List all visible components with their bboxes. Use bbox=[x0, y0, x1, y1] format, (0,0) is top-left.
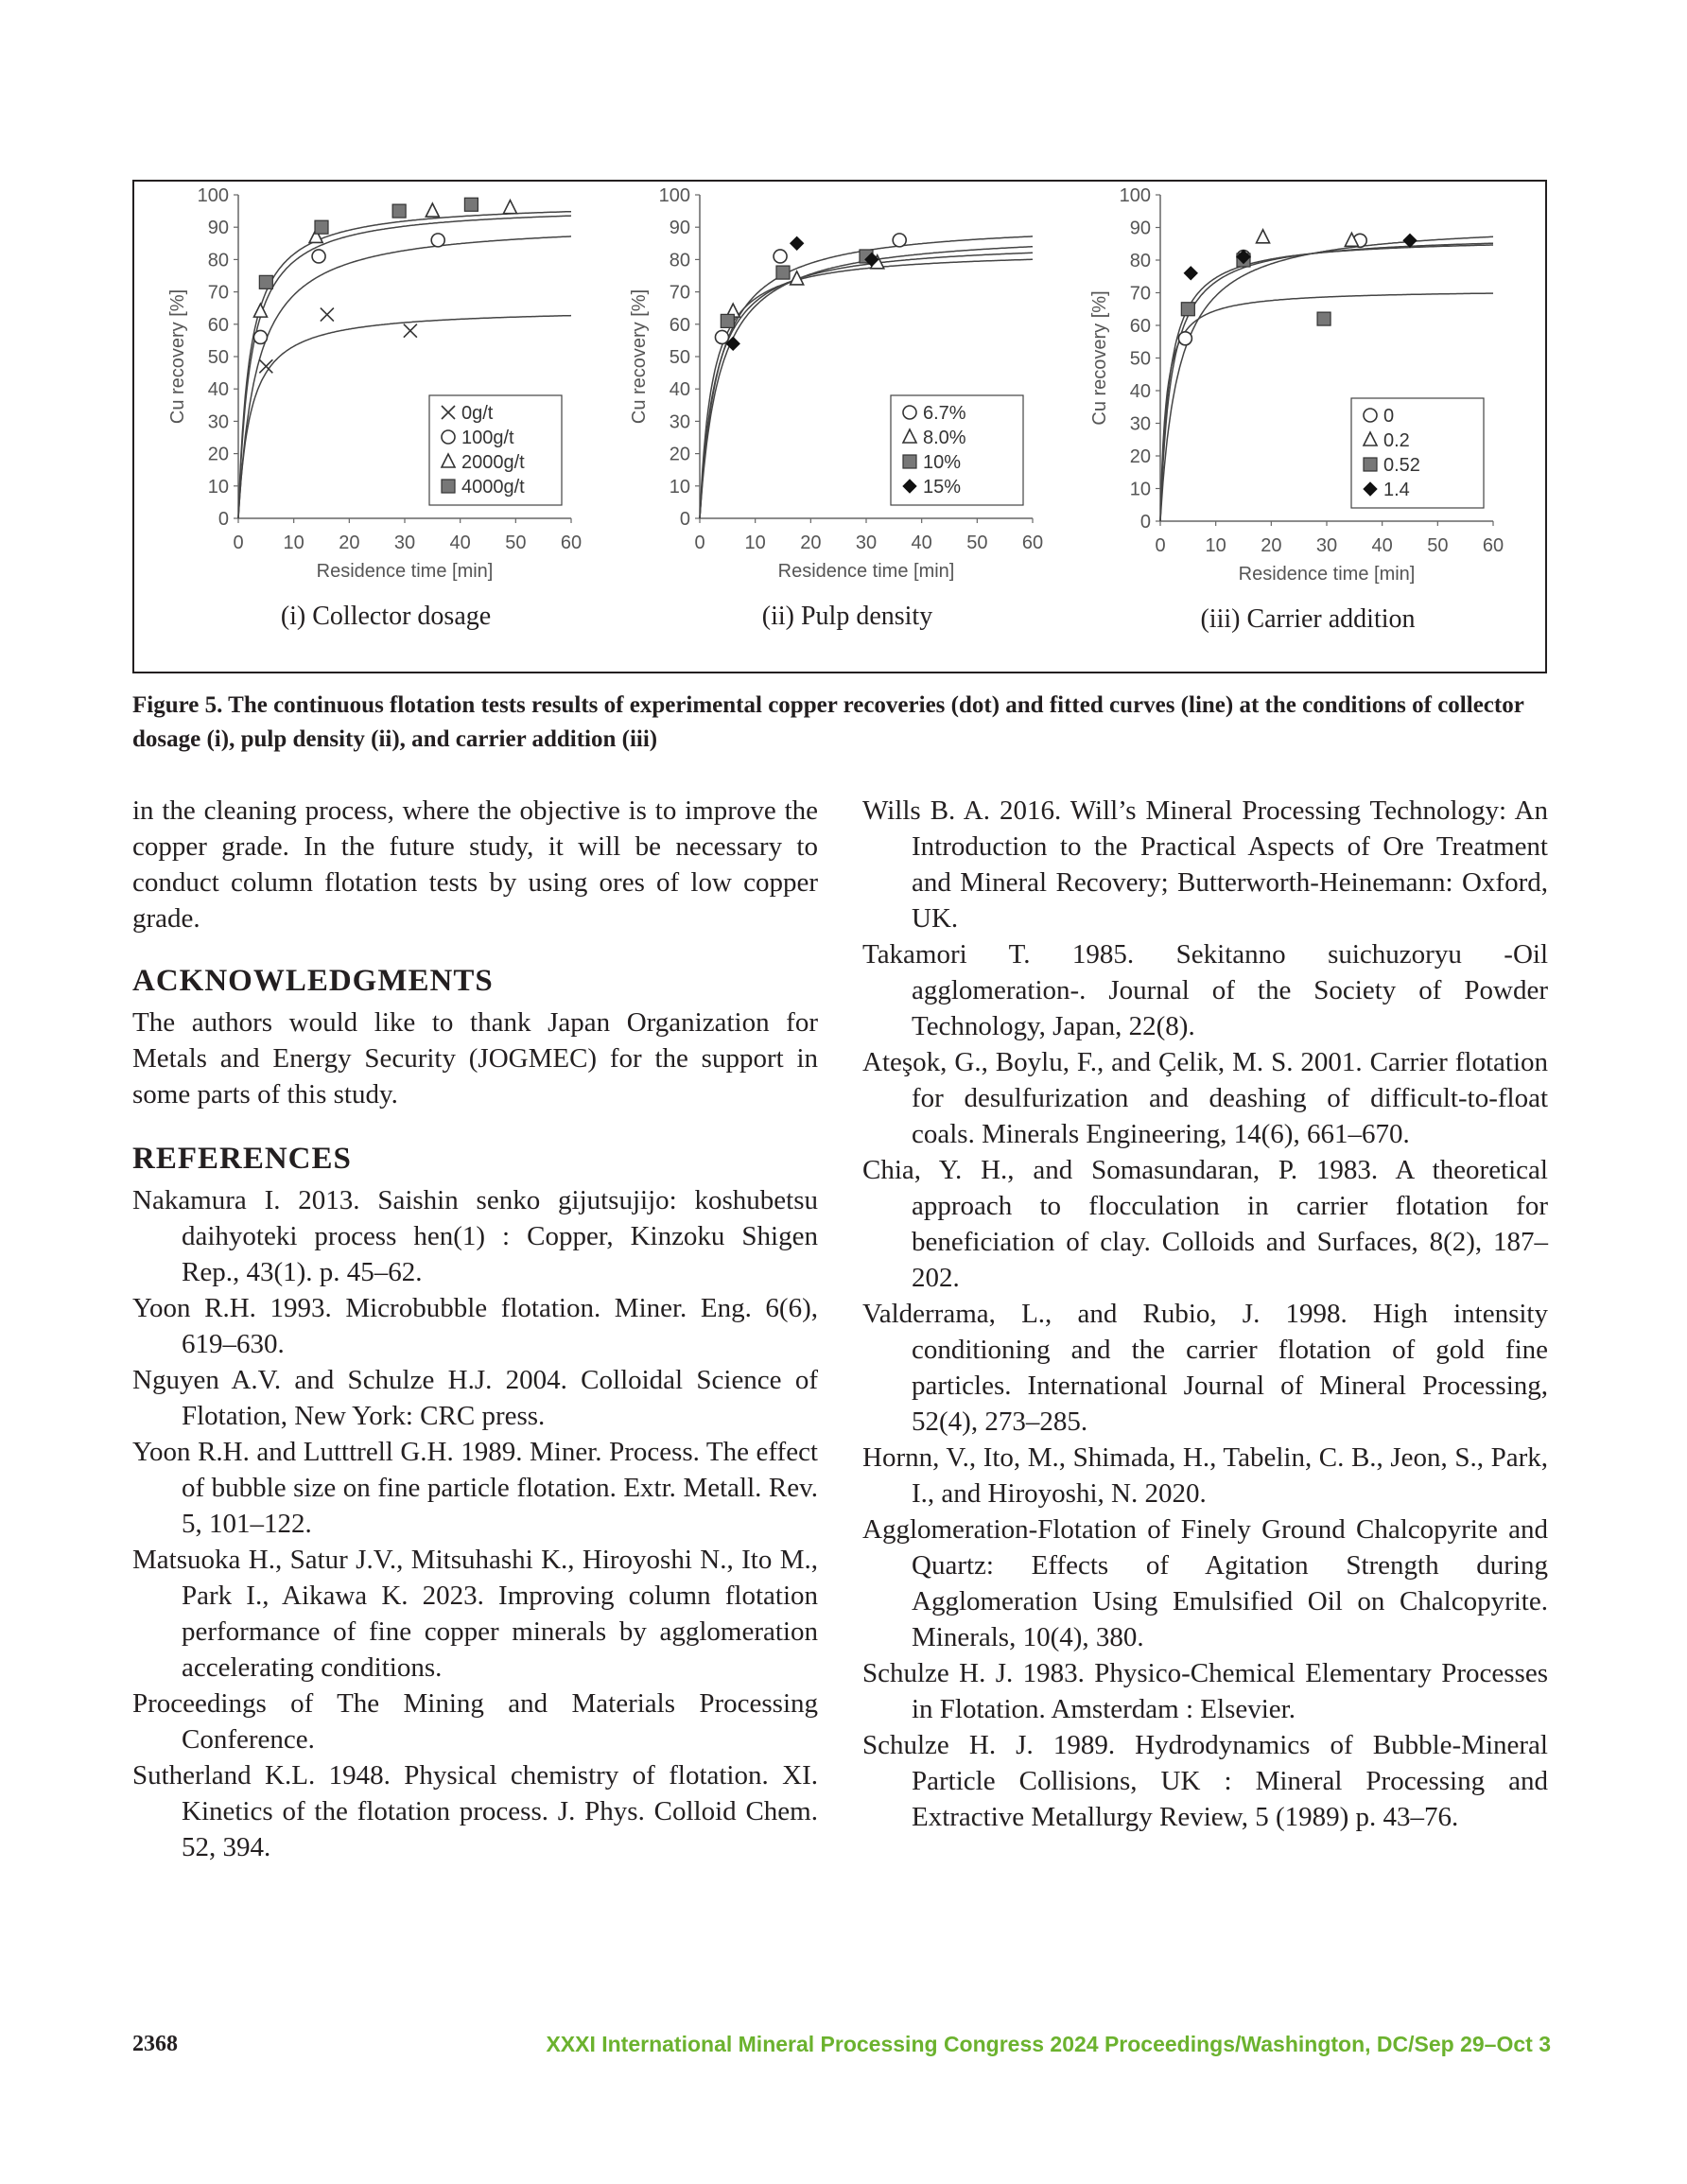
y-tick-label: 90 bbox=[1129, 218, 1151, 239]
reference-item: Wills B. A. 2016. Will’s Mineral Processing Technology: An Introduction to the Practical Aspects of Ore Treatment and Mineral Recovery; Butterworth-Heinemann: Oxford, UK. bbox=[862, 795, 1548, 934]
y-tick-label: 0 bbox=[217, 509, 229, 530]
y-axis-label: Cu recovery [%] bbox=[167, 288, 188, 425]
legend-label: 0 bbox=[1383, 406, 1395, 427]
x-tick-label: 10 bbox=[1205, 535, 1226, 556]
chart-legend bbox=[1351, 398, 1484, 508]
data-point bbox=[312, 250, 325, 263]
legend-label: 15% bbox=[923, 477, 962, 498]
reference-item: Matsuoka H., Satur J.V., Mitsuhashi K., Hiroyoshi N., Ito M., Park I., Aikawa K. 2023. Improving column flotation performance of fine copper minerals by agglomeration accelerating conditions. bbox=[132, 1545, 818, 1683]
x-axis-label: Residence time [min] bbox=[777, 561, 955, 582]
y-tick-label: 10 bbox=[1129, 479, 1151, 500]
chart-panel-3 bbox=[1089, 185, 1504, 634]
legend-label: 10% bbox=[923, 452, 962, 473]
acknowledgments-text: The authors would like to thank Japan Organization for Metals and Energy Security (JOGMEC) for the support in some parts of this study. bbox=[132, 1007, 818, 1109]
reference-item: Schulze H. J. 1983. Physico-Chemical Elementary Processes in Flotation. Amsterdam : Elsevier. bbox=[862, 1658, 1548, 1724]
data-point bbox=[392, 204, 406, 218]
x-tick-label: 30 bbox=[1315, 535, 1338, 556]
reference-item: Yoon R.H. 1993. Microbubble flotation. Miner. Eng. 6(6), 619–630. bbox=[132, 1293, 818, 1359]
reference-item: Proceedings of The Mining and Materials Processing Conference. bbox=[132, 1688, 818, 1755]
y-tick-label: 80 bbox=[669, 250, 690, 271]
y-tick-label: 0 bbox=[679, 509, 690, 530]
x-tick-label: 0 bbox=[694, 533, 705, 553]
left-reference-list bbox=[132, 1182, 818, 1865]
legend-label: 2000g/t bbox=[461, 452, 525, 473]
chart-panel-1 bbox=[167, 185, 582, 631]
figure-caption: Figure 5. The continuous flotation tests results of experimental copper recoveries (dot) and fitted curves (line) at the conditions of collector dosage (i), pulp density (ii), and carrier addition (iii) bbox=[132, 692, 1524, 752]
legend-marker bbox=[1364, 409, 1377, 422]
data-point bbox=[1403, 234, 1417, 247]
y-tick-label: 90 bbox=[207, 218, 229, 239]
y-tick-label: 70 bbox=[669, 282, 690, 304]
data-point bbox=[1257, 230, 1270, 243]
left-column bbox=[132, 793, 818, 1865]
x-tick-label: 40 bbox=[1371, 535, 1393, 556]
data-point bbox=[315, 220, 328, 234]
chart-title: (iii) Carrier addition bbox=[1200, 604, 1416, 634]
chart-legend bbox=[429, 395, 562, 505]
legend-marker bbox=[903, 455, 916, 468]
x-tick-label: 10 bbox=[283, 533, 304, 553]
x-tick-label: 30 bbox=[393, 533, 416, 553]
y-tick-label: 60 bbox=[1129, 316, 1151, 337]
right-column bbox=[862, 793, 1548, 1835]
x-tick-label: 60 bbox=[1021, 533, 1044, 553]
y-tick-label: 30 bbox=[207, 411, 229, 433]
y-tick-label: 80 bbox=[1129, 251, 1151, 271]
x-tick-label: 0 bbox=[1155, 535, 1166, 556]
y-tick-label: 70 bbox=[207, 282, 229, 304]
legend-label: 0g/t bbox=[461, 403, 494, 424]
data-point bbox=[253, 304, 267, 317]
y-tick-label: 70 bbox=[1129, 283, 1151, 305]
y-tick-label: 10 bbox=[207, 476, 229, 498]
data-point bbox=[774, 250, 787, 263]
references-heading: REFERENCES bbox=[132, 1142, 352, 1176]
chart-panel-2 bbox=[629, 185, 1043, 631]
data-point bbox=[253, 330, 267, 343]
data-point bbox=[721, 314, 734, 327]
y-tick-label: 100 bbox=[197, 185, 229, 206]
reference-item: Schulze H. J. 1989. Hydrodynamics of Bubble-Mineral Particle Collisions, UK : Mineral Processing and Extractive Metallurgy Review, 5 (1989) p. 43–76. bbox=[862, 1730, 1548, 1832]
chart-title: (ii) Pulp density bbox=[761, 602, 933, 631]
reference-item: Agglomeration-Flotation of Finely Ground Chalcopyrite and Quartz: Effects of Agitation Strength during Agglomeration Using Emulsified Oil on Chalcopyrite. Minerals, 10(4), 380. bbox=[862, 1514, 1548, 1652]
y-tick-label: 60 bbox=[207, 314, 229, 336]
y-tick-label: 30 bbox=[1129, 413, 1151, 435]
reference-item: Valderrama, L., and Rubio, J. 1998. High intensity conditioning and the carrier flotation of gold fine particles. International Journal of Mineral Processing, 52(4), 273–285. bbox=[862, 1299, 1548, 1437]
x-tick-label: 20 bbox=[1261, 535, 1282, 556]
y-tick-label: 50 bbox=[207, 347, 229, 368]
reference-item: Ateşok, G., Boylu, F., and Çelik, M. S. 2001. Carrier flotation for desulfurization and deashing of difficult-to-float coals. Minerals Engineering, 14(6), 661–670. bbox=[862, 1047, 1548, 1149]
reference-item: Takamori T. 1985. Sekitanno suichuzoryu -Oil agglomeration-. Journal of the Society of Powder Technology, Japan, 22(8). bbox=[862, 939, 1548, 1041]
x-tick-label: 0 bbox=[233, 533, 244, 553]
legend-label: 0.52 bbox=[1383, 455, 1420, 476]
page-footer bbox=[132, 2032, 1551, 2070]
data-point bbox=[431, 234, 444, 247]
reference-item: Sutherland K.L. 1948. Physical chemistry of flotation. XI. Kinetics of the flotation process. J. Phys. Colloid Chem. 52, 394. bbox=[132, 1760, 818, 1862]
data-point bbox=[1184, 267, 1197, 280]
legend-label: 100g/t bbox=[461, 428, 514, 448]
data-point bbox=[715, 330, 728, 343]
x-tick-label: 30 bbox=[855, 533, 878, 553]
data-point bbox=[464, 198, 478, 211]
reference-item: Hornn, V., Ito, M., Shimada, H., Tabelin, C. B., Jeon, S., Park, I., and Hiroyoshi, N. 2020. bbox=[862, 1442, 1548, 1509]
x-tick-label: 20 bbox=[800, 533, 822, 553]
y-tick-label: 20 bbox=[1129, 446, 1151, 467]
data-point bbox=[776, 266, 790, 279]
x-axis-label: Residence time [min] bbox=[1238, 564, 1416, 585]
intro-paragraph: in the cleaning process, where the objective is to improve the copper grade. In the future study, it will be necessary to conduct column flotation tests by using ores of low copper grade. bbox=[132, 795, 818, 934]
y-tick-label: 50 bbox=[669, 347, 690, 368]
y-tick-label: 20 bbox=[207, 444, 229, 465]
y-tick-label: 90 bbox=[669, 218, 690, 239]
data-point bbox=[791, 236, 804, 250]
data-point bbox=[426, 203, 439, 217]
y-axis-label: Cu recovery [%] bbox=[629, 288, 650, 425]
data-point bbox=[404, 324, 417, 338]
y-tick-label: 40 bbox=[207, 379, 229, 401]
data-point bbox=[259, 275, 272, 288]
data-point bbox=[503, 201, 516, 214]
y-tick-label: 50 bbox=[1129, 348, 1151, 370]
y-tick-label: 20 bbox=[669, 444, 690, 465]
chart-title: (i) Collector dosage bbox=[280, 602, 492, 631]
legend-marker bbox=[903, 406, 916, 419]
legend-label: 8.0% bbox=[923, 428, 966, 448]
page-number: 2368 bbox=[132, 2032, 178, 2056]
x-tick-label: 50 bbox=[1427, 535, 1449, 556]
legend-marker bbox=[1364, 458, 1377, 471]
journal-running-footer: XXXI International Mineral Processing Congress 2024 Proceedings/Washington, DC/Sep 29–Oct 3 bbox=[546, 2032, 1551, 2056]
chart-legend bbox=[891, 395, 1023, 505]
x-tick-label: 40 bbox=[911, 533, 932, 553]
y-tick-label: 60 bbox=[669, 314, 690, 336]
x-tick-label: 60 bbox=[1482, 535, 1504, 556]
reference-item: Yoon R.H. and Lutttrell G.H. 1989. Miner. Process. The effect of bubble size on fine particle flotation. Extr. Metall. Rev. 5, 101–122. bbox=[132, 1437, 818, 1539]
reference-item: Nguyen A.V. and Schulze H.J. 2004. Colloidal Science of Flotation, New York: CRC press. bbox=[132, 1365, 818, 1431]
y-tick-label: 80 bbox=[207, 250, 229, 271]
y-tick-label: 100 bbox=[1119, 185, 1151, 206]
y-tick-label: 10 bbox=[669, 476, 690, 498]
figure-5 bbox=[132, 180, 1547, 673]
data-point bbox=[893, 234, 906, 247]
x-tick-label: 40 bbox=[449, 533, 471, 553]
y-tick-label: 30 bbox=[669, 411, 690, 433]
legend-label: 6.7% bbox=[923, 403, 966, 424]
data-point bbox=[321, 308, 334, 322]
data-point bbox=[1178, 332, 1191, 345]
x-tick-label: 10 bbox=[744, 533, 766, 553]
acknowledgments-heading: ACKNOWLEDGMENTS bbox=[132, 964, 494, 998]
figure-5-charts bbox=[134, 182, 1549, 675]
reference-item: Nakamura I. 2013. Saishin senko gijutsujijo: koshubetsu daihyoteki process hen(1) : Copper, Kinzoku Shigen Rep., 43(1). p. 45–62. bbox=[132, 1185, 818, 1287]
x-tick-label: 20 bbox=[339, 533, 360, 553]
data-point bbox=[1317, 312, 1330, 325]
data-point bbox=[1181, 303, 1194, 316]
y-tick-label: 40 bbox=[1129, 381, 1151, 402]
legend-label: 4000g/t bbox=[461, 477, 525, 498]
x-tick-label: 50 bbox=[966, 533, 988, 553]
y-tick-label: 100 bbox=[658, 185, 690, 206]
x-axis-label: Residence time [min] bbox=[316, 561, 494, 582]
legend-label: 1.4 bbox=[1383, 480, 1410, 500]
x-tick-label: 50 bbox=[505, 533, 527, 553]
reference-item: Chia, Y. H., and Somasundaran, P. 1983. A theoretical approach to flocculation in carrier flotation for beneficiation of clay. Colloids and Surfaces, 8(2), 187–202. bbox=[862, 1155, 1548, 1293]
legend-marker bbox=[442, 480, 455, 493]
legend-label: 0.2 bbox=[1383, 430, 1410, 451]
legend-marker bbox=[442, 430, 455, 444]
y-tick-label: 40 bbox=[669, 379, 690, 401]
y-tick-label: 0 bbox=[1139, 512, 1151, 533]
x-tick-label: 60 bbox=[560, 533, 583, 553]
y-axis-label: Cu recovery [%] bbox=[1089, 290, 1110, 426]
